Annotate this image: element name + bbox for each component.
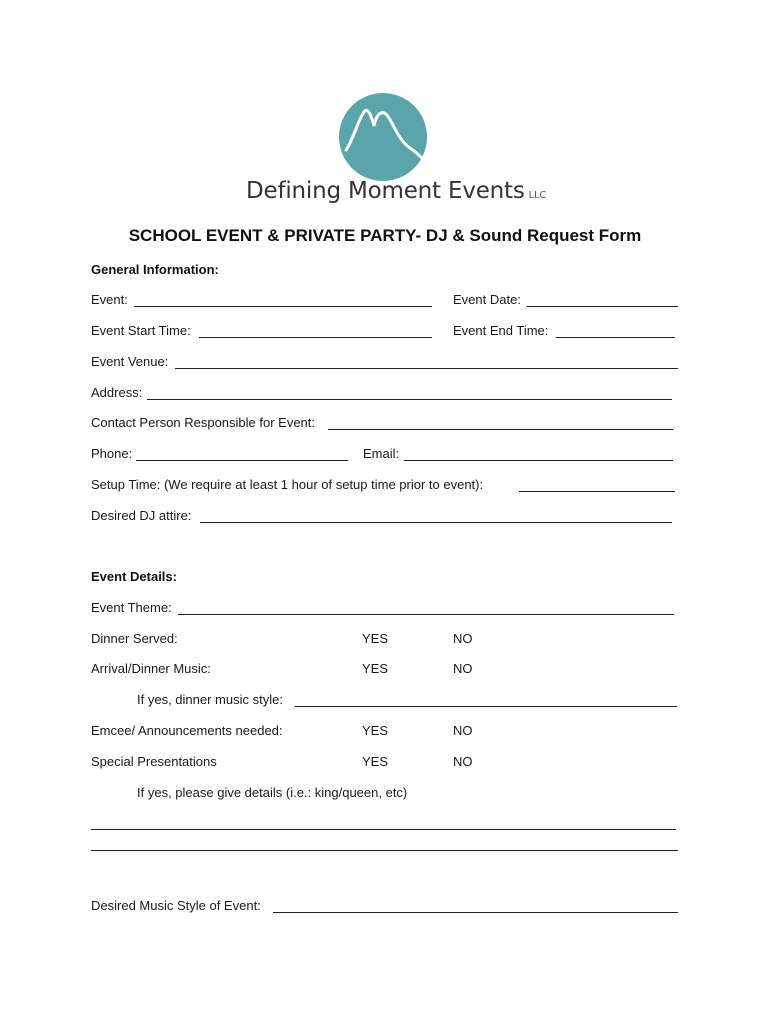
venue-label: Event Venue: <box>91 354 169 369</box>
theme-label: Event Theme: <box>91 600 172 615</box>
phone-field[interactable] <box>136 460 348 461</box>
attire-label: Desired DJ attire: <box>91 508 192 523</box>
logo-mountain-icon <box>246 90 536 185</box>
dinner-no-option[interactable]: NO <box>453 631 473 646</box>
event-details-heading: Event Details: <box>91 569 177 584</box>
brand-suffix: LLC <box>528 190 547 201</box>
brand-name <box>246 178 547 204</box>
start-time-field[interactable] <box>199 337 432 338</box>
special-presentations-label: Special Presentations <box>91 754 217 769</box>
emcee-no-option[interactable]: NO <box>453 723 473 738</box>
event-date-field[interactable] <box>527 306 678 307</box>
form-title: SCHOOL EVENT & PRIVATE PARTY- DJ & Sound Request Form <box>128 226 642 245</box>
special-details-label: If yes, please give details (i.e.: king/queen, etc) <box>137 785 408 800</box>
dinner-yes-option[interactable]: YES <box>362 631 389 646</box>
arrival-music-label: Arrival/Dinner Music: <box>91 661 211 676</box>
music-style-field[interactable] <box>273 912 678 913</box>
event-field[interactable] <box>134 306 432 307</box>
dinner-style-field[interactable] <box>295 706 677 707</box>
email-label: Email: <box>363 446 400 461</box>
company-logo <box>246 90 547 210</box>
end-time-field[interactable] <box>556 337 675 338</box>
special-yes-option[interactable]: YES <box>362 754 389 769</box>
emcee-yes-option[interactable]: YES <box>362 723 389 738</box>
brand-text: Defining Moment Events <box>246 178 525 204</box>
arrival-yes-option[interactable]: YES <box>362 661 389 676</box>
address-field[interactable] <box>147 399 672 400</box>
special-no-option[interactable]: NO <box>453 754 473 769</box>
attire-field[interactable] <box>200 522 672 523</box>
setup-field[interactable] <box>519 491 675 492</box>
address-label: Address: <box>91 385 143 400</box>
general-info-heading: General Information: <box>91 262 219 277</box>
dinner-style-label: If yes, dinner music style: <box>137 692 283 707</box>
end-time-label: Event End Time: <box>453 323 549 338</box>
music-style-label: Desired Music Style of Event: <box>91 898 261 913</box>
contact-label: Contact Person Responsible for Event: <box>91 415 316 430</box>
setup-label: Setup Time: (We require at least 1 hour of setup time prior to event): <box>91 477 484 492</box>
venue-field[interactable] <box>175 368 678 369</box>
emcee-label: Emcee/ Announcements needed: <box>91 723 283 738</box>
special-details-field-1[interactable] <box>91 829 676 830</box>
theme-field[interactable] <box>178 614 674 615</box>
email-field[interactable] <box>404 460 673 461</box>
dinner-served-label: Dinner Served: <box>91 631 178 646</box>
phone-label: Phone: <box>91 446 133 461</box>
special-details-field-2[interactable] <box>91 850 678 851</box>
event-date-label: Event Date: <box>453 292 521 307</box>
arrival-no-option[interactable]: NO <box>453 661 473 676</box>
event-label: Event: <box>91 292 128 307</box>
start-time-label: Event Start Time: <box>91 323 191 338</box>
contact-field[interactable] <box>328 429 673 430</box>
